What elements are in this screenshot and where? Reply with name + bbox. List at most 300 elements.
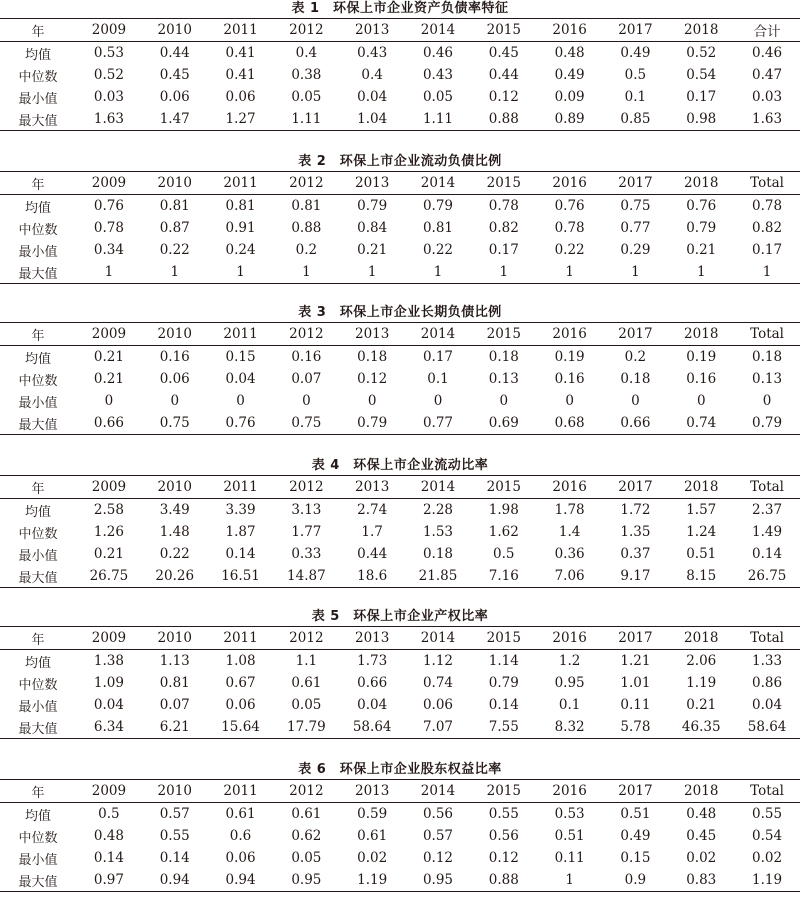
row-label: 最小值 — [18, 852, 58, 868]
table-cell: 0.81 — [159, 675, 190, 691]
data-table — [0, 779, 800, 892]
table-cell: 0.12 — [488, 850, 519, 866]
table-cell: 0.78 — [752, 198, 783, 214]
table-row — [0, 803, 800, 826]
column-header: 2015 — [486, 22, 521, 38]
table-cell: 0.18 — [357, 349, 388, 365]
table-cell: 2.06 — [686, 653, 717, 669]
table-cell: 1.48 — [159, 524, 190, 540]
table-cell: 1.27 — [225, 111, 256, 127]
table-cell: 0.81 — [291, 198, 322, 214]
column-header: 2016 — [552, 326, 587, 342]
data-table — [0, 322, 800, 435]
table-cell: 0.21 — [93, 546, 124, 562]
table-cell: 0.43 — [422, 67, 454, 83]
column-header: 2010 — [157, 783, 192, 799]
table-cell: 0.05 — [291, 850, 322, 866]
table-cell: 0.19 — [554, 349, 585, 365]
table-cell: 0.49 — [620, 45, 651, 61]
table-cell: 1.04 — [357, 111, 388, 127]
table-cell: 0 — [433, 393, 443, 409]
table-cell: 0.15 — [225, 349, 256, 365]
table-cell: 0.6 — [229, 828, 252, 844]
table-row — [0, 543, 800, 565]
table-row — [0, 64, 800, 86]
table-cell: 0 — [565, 393, 574, 409]
table-cell: 0.48 — [686, 806, 717, 822]
table-cell: 1 — [367, 264, 377, 280]
table-cell: 2.37 — [752, 502, 783, 518]
table-cell: 0 — [499, 393, 509, 409]
table-row — [0, 368, 800, 390]
table-cell: 1 — [433, 264, 443, 280]
table-cell: 26.75 — [747, 568, 787, 584]
table-cell: 20.26 — [155, 568, 195, 584]
column-header: 2012 — [289, 175, 324, 191]
column-header: 2014 — [420, 479, 456, 495]
table-cell: 0.07 — [159, 697, 190, 713]
table-cell: 0.66 — [93, 415, 124, 431]
table-row — [0, 412, 800, 435]
table-cell: 0.77 — [620, 220, 651, 236]
table-caption: 表 6 环保上市企业股东权益比率 — [298, 762, 502, 777]
column-header: Total — [750, 479, 785, 495]
table-cell: 0.5 — [493, 546, 515, 562]
column-header: 2009 — [91, 326, 127, 342]
table-cell: 1.63 — [752, 111, 783, 127]
row-label: 均值 — [25, 504, 52, 520]
table-cell: 0 — [696, 393, 706, 409]
table-cell: 0.04 — [93, 697, 124, 713]
column-header: 2017 — [618, 630, 653, 646]
table-cell: 0.04 — [357, 89, 388, 105]
column-header: 2010 — [157, 479, 192, 495]
table-cell: 1.57 — [686, 502, 717, 518]
column-header: 2009 — [91, 175, 127, 191]
table-cell: 0.61 — [357, 828, 388, 844]
table-cell: 0.66 — [357, 675, 388, 691]
table-cell: 0.56 — [422, 806, 454, 822]
table-cell: 1.19 — [752, 872, 783, 888]
row-label: 最小值 — [18, 699, 58, 715]
table-block-6 — [0, 761, 800, 892]
row-label: 中位数 — [18, 373, 58, 389]
data-table — [0, 18, 800, 131]
table-row — [0, 825, 800, 847]
table-cell: 0.17 — [686, 89, 717, 105]
table-cell: 0.14 — [159, 850, 190, 866]
table-row — [0, 261, 800, 284]
table-cell: 1.98 — [488, 502, 519, 518]
table-cell: 3.13 — [291, 502, 322, 518]
table-cell: 0.17 — [422, 349, 454, 365]
table-cell: 0.1 — [558, 697, 581, 713]
table-cell: 0.94 — [159, 872, 190, 888]
column-header: 2011 — [223, 479, 258, 495]
table-cell: 0.52 — [686, 45, 717, 61]
column-header: 2018 — [684, 630, 719, 646]
table-cell: 0.05 — [291, 697, 322, 713]
row-label: 最大值 — [18, 570, 58, 586]
column-header: Total — [750, 783, 785, 799]
table-cell: 1.11 — [291, 111, 322, 127]
table-cell: 0.79 — [357, 198, 388, 214]
table-cell: 0.87 — [159, 220, 190, 236]
table-cell: 0.17 — [488, 242, 519, 258]
table-row — [0, 86, 800, 108]
column-header: Total — [750, 175, 785, 191]
table-cell: 0.88 — [488, 111, 519, 127]
row-label: 最小值 — [18, 548, 58, 564]
table-cell: 0.61 — [291, 675, 322, 691]
table-cell: 0.43 — [357, 45, 388, 61]
table-cell: 14.87 — [287, 568, 326, 584]
table-cell: 1.19 — [686, 675, 717, 691]
table-cell: 8.15 — [686, 568, 717, 584]
table-row — [0, 869, 800, 892]
table-cell: 3.49 — [159, 502, 190, 518]
column-header: 2012 — [289, 326, 324, 342]
column-header: 2017 — [618, 175, 653, 191]
table-row — [0, 108, 800, 131]
row-label: 最大值 — [18, 266, 58, 282]
table-cell: 0.49 — [554, 67, 585, 83]
table-cell: 1.38 — [93, 653, 124, 669]
table-cell: 0 — [170, 393, 180, 409]
column-header: 2018 — [684, 326, 719, 342]
row-label: 中位数 — [18, 69, 58, 85]
table-cell: 0.16 — [159, 349, 190, 365]
table-cell: 0.11 — [620, 697, 651, 713]
column-header: 2011 — [223, 783, 258, 799]
table-cell: 0.04 — [357, 697, 388, 713]
table-cell: 0.79 — [686, 220, 717, 236]
table-cell: 0.04 — [225, 371, 256, 387]
table-cell: 7.16 — [488, 568, 519, 584]
row-label: 均值 — [25, 47, 52, 63]
table-cell: 0 — [302, 393, 311, 409]
column-header: 2009 — [91, 630, 127, 646]
table-block-5 — [0, 608, 800, 739]
table-caption: 表 5 环保上市企业产权比率 — [311, 609, 489, 624]
table-cell: 1.24 — [686, 524, 717, 540]
row-label: 中位数 — [18, 677, 58, 693]
column-header: 2013 — [354, 175, 390, 191]
column-header: 2010 — [157, 175, 192, 191]
table-cell: 0.54 — [752, 828, 783, 844]
column-header: 2013 — [354, 326, 390, 342]
table-cell: 0.22 — [159, 242, 190, 258]
column-header: 2010 — [157, 22, 192, 38]
table-cell: 46.35 — [681, 719, 721, 735]
table-cell: 0.03 — [93, 89, 124, 105]
table-cell: 0.44 — [357, 546, 388, 562]
table-cell: 0.34 — [93, 242, 124, 258]
table-cell: 3.39 — [225, 502, 256, 518]
column-header: 2015 — [486, 630, 521, 646]
table-cell: 0.02 — [686, 850, 717, 866]
table-cell: 0.51 — [554, 828, 585, 844]
column-header: 2016 — [552, 630, 587, 646]
table-cell: 1.72 — [620, 502, 651, 518]
table-header-row — [0, 476, 800, 499]
table-cell: 21.85 — [418, 568, 458, 584]
table-cell: 0.95 — [554, 675, 585, 691]
table-cell: 0.51 — [686, 546, 717, 562]
table-cell: 58.64 — [747, 719, 787, 735]
column-header: 2016 — [552, 175, 587, 191]
table-row — [0, 346, 800, 369]
table-cell: 0.76 — [93, 198, 124, 214]
table-cell: 0.62 — [291, 828, 322, 844]
table-cell: 0.75 — [291, 415, 322, 431]
table-cell: 1 — [631, 264, 640, 280]
table-row — [0, 390, 800, 412]
table-caption: 表 4 环保上市企业流动比率 — [311, 458, 489, 473]
table-cell: 1.08 — [225, 653, 256, 669]
column-header: 2016 — [552, 783, 587, 799]
table-header-row — [0, 627, 800, 650]
table-cell: 0.46 — [422, 45, 454, 61]
table-cell: 1.01 — [620, 675, 651, 691]
table-cell: 1 — [499, 264, 509, 280]
table-cell: 0.53 — [93, 45, 124, 61]
table-cell: 0.41 — [225, 67, 256, 83]
table-cell: 0.55 — [159, 828, 190, 844]
table-row — [0, 672, 800, 694]
table-cell: 0 — [367, 393, 377, 409]
table-cell: 0.18 — [620, 371, 651, 387]
table-caption: 表 3 环保上市企业长期负债比例 — [298, 305, 502, 320]
table-cell: 0.45 — [159, 67, 190, 83]
table-cell: 0.94 — [225, 872, 256, 888]
column-header: Total — [750, 630, 785, 646]
table-cell: 1 — [302, 264, 311, 280]
table-cell: 0.33 — [291, 546, 322, 562]
table-cell: 1.26 — [93, 524, 124, 540]
table-cell: 1.11 — [422, 111, 454, 127]
table-cell: 0.36 — [554, 546, 585, 562]
table-cell: 0.76 — [554, 198, 585, 214]
table-cell: 1 — [236, 264, 245, 280]
table-row — [0, 716, 800, 739]
table-cell: 0.2 — [295, 242, 318, 258]
table-cell: 1 — [762, 264, 772, 280]
table-cell: 0.81 — [225, 198, 256, 214]
table-cell: 0.57 — [159, 806, 190, 822]
table-cell: 0.16 — [291, 349, 322, 365]
table-cell: 1.78 — [554, 502, 585, 518]
table-row — [0, 694, 800, 716]
table-cell: 0.45 — [686, 828, 717, 844]
table-cell: 0.97 — [93, 872, 124, 888]
table-cell: 1 — [565, 872, 574, 888]
table-cell: 0 — [236, 393, 245, 409]
table-cell: 0.66 — [620, 415, 651, 431]
column-header: 2018 — [684, 479, 719, 495]
table-cell: 9.17 — [620, 568, 651, 584]
table-cell: 0.49 — [620, 828, 651, 844]
table-cell: 0.5 — [98, 806, 120, 822]
table-cell: 0.76 — [686, 198, 717, 214]
table-cell: 0.05 — [291, 89, 322, 105]
table-cell: 1 — [565, 264, 574, 280]
table-cell: 0.12 — [422, 850, 454, 866]
column-header: 2016 — [552, 479, 587, 495]
table-cell: 1.77 — [291, 524, 322, 540]
table-cell: 0.06 — [422, 697, 454, 713]
column-header: 2009 — [91, 22, 127, 38]
table-cell: 0.21 — [357, 242, 388, 258]
row-label: 最大值 — [18, 721, 58, 737]
column-header: 2013 — [354, 22, 390, 38]
table-cell: 0.38 — [291, 67, 322, 83]
column-header: 2018 — [684, 175, 719, 191]
table-cell: 0.74 — [422, 675, 454, 691]
table-cell: 0.5 — [624, 67, 647, 83]
table-cell: 18.6 — [357, 568, 388, 584]
table-cell: 1.13 — [159, 653, 190, 669]
table-row — [0, 521, 800, 543]
column-header: 2015 — [486, 479, 521, 495]
table-cell: 0.22 — [422, 242, 454, 258]
table-cell: 1.19 — [357, 872, 388, 888]
column-header: 2014 — [420, 783, 456, 799]
table-cell: 0.61 — [225, 806, 256, 822]
table-cell: 0.06 — [225, 850, 256, 866]
table-cell: 0.4 — [295, 45, 318, 61]
row-label: 最大值 — [18, 113, 58, 129]
table-cell: 7.07 — [422, 719, 454, 735]
table-cell: 0.67 — [225, 675, 256, 691]
table-cell: 8.32 — [554, 719, 585, 735]
table-cell: 0.75 — [620, 198, 651, 214]
table-cell: 0.59 — [357, 806, 388, 822]
table-cell: 0.79 — [488, 675, 519, 691]
row-label: 中位数 — [18, 222, 58, 238]
table-cell: 0.22 — [159, 546, 190, 562]
row-label: 中位数 — [18, 526, 58, 542]
table-cell: 2.58 — [93, 502, 124, 518]
column-header: 2017 — [618, 479, 653, 495]
column-header: 2012 — [289, 783, 324, 799]
table-cell: 0.06 — [225, 89, 256, 105]
table-row — [0, 217, 800, 239]
table-cell: 0 — [631, 393, 640, 409]
header-year-label: 年 — [31, 24, 45, 40]
table-cell: 0.78 — [554, 220, 585, 236]
table-cell: 0.18 — [488, 349, 519, 365]
table-cell: 0.69 — [488, 415, 519, 431]
table-cell: 0.45 — [488, 45, 519, 61]
table-cell: 58.64 — [352, 719, 392, 735]
column-header: 2010 — [157, 630, 192, 646]
table-cell: 0.09 — [554, 89, 585, 105]
table-cell: 0.06 — [159, 371, 190, 387]
table-cell: 0.81 — [422, 220, 454, 236]
table-cell: 0.52 — [93, 67, 124, 83]
table-cell: 0.78 — [93, 220, 124, 236]
table-row — [0, 650, 800, 673]
table-cell: 1 — [170, 264, 180, 280]
table-cell: 0.81 — [159, 198, 190, 214]
table-cell: 0.48 — [93, 828, 124, 844]
table-cell: 17.79 — [287, 719, 326, 735]
table-cell: 0.74 — [686, 415, 717, 431]
table-cell: 0.02 — [752, 850, 783, 866]
table-cell: 0.91 — [225, 220, 256, 236]
table-header-row — [0, 19, 800, 42]
table-cell: 1.21 — [620, 653, 651, 669]
table-cell: 1.09 — [93, 675, 124, 691]
data-table — [0, 626, 800, 739]
column-header: 2014 — [420, 326, 456, 342]
table-cell: 0.75 — [159, 415, 190, 431]
table-cell: 0.61 — [291, 806, 322, 822]
table-cell: 0.22 — [554, 242, 585, 258]
table-cell: 0.02 — [357, 850, 388, 866]
column-header: 2013 — [354, 783, 390, 799]
column-header: 2014 — [420, 22, 456, 38]
table-cell: 0.48 — [554, 45, 585, 61]
table-header-row — [0, 780, 800, 803]
table-cell: 0.85 — [620, 111, 651, 127]
table-caption: 表 1 环保上市企业资产负债率特征 — [291, 1, 509, 16]
column-header: 2017 — [618, 326, 653, 342]
row-label: 最小值 — [18, 244, 58, 260]
table-cell: 0.4 — [361, 67, 383, 83]
table-row — [0, 847, 800, 869]
table-cell: 1.49 — [752, 524, 783, 540]
table-cell: 0.79 — [357, 415, 388, 431]
table-cell: 1.47 — [159, 111, 190, 127]
table-cell: 7.06 — [554, 568, 585, 584]
table-cell: 1.1 — [295, 653, 318, 669]
table-cell: 0.21 — [93, 349, 124, 365]
table-cell: 0.51 — [620, 806, 651, 822]
table-cell: 0.54 — [686, 67, 717, 83]
table-cell: 1 — [104, 264, 114, 280]
table-cell: 0.37 — [620, 546, 651, 562]
table-cell: 0.86 — [752, 675, 783, 691]
table-cell: 1.73 — [357, 653, 388, 669]
table-block-2 — [0, 153, 800, 284]
table-cell: 6.34 — [93, 719, 124, 735]
table-cell: 0.89 — [554, 111, 585, 127]
table-cell: 0.12 — [357, 371, 388, 387]
table-cell: 0.18 — [752, 349, 783, 365]
column-header: 2012 — [289, 22, 324, 38]
header-year-label: 年 — [31, 481, 45, 497]
table-cell: 1.4 — [558, 524, 581, 540]
row-label: 均值 — [25, 200, 52, 216]
table-cell: 0.88 — [488, 872, 519, 888]
column-header: 2015 — [486, 783, 521, 799]
table-block-3 — [0, 304, 800, 435]
column-header: 2010 — [157, 326, 192, 342]
column-header: 2009 — [91, 479, 127, 495]
table-cell: 0.14 — [225, 546, 256, 562]
table-cell: 0.95 — [422, 872, 454, 888]
table-cell: 0.29 — [620, 242, 651, 258]
column-header: 2015 — [486, 326, 521, 342]
table-cell: 0.21 — [686, 242, 717, 258]
table-cell: 0.1 — [427, 371, 449, 387]
table-cell: 1.14 — [488, 653, 519, 669]
column-header: 2018 — [684, 22, 719, 38]
table-cell: 0.12 — [488, 89, 519, 105]
table-cell: 0.16 — [686, 371, 717, 387]
